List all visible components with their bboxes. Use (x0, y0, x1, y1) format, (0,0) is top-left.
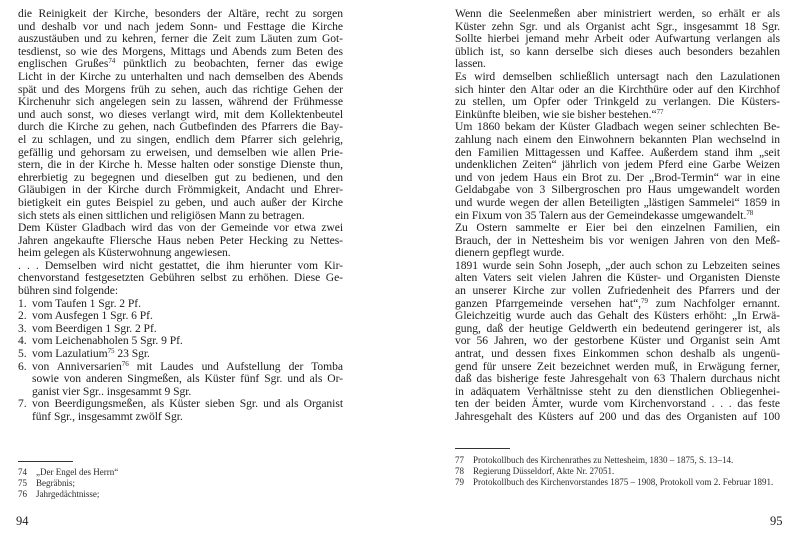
text-line: zahlung nach einem den Einwohnern bekannten Plan wechselnd in (455, 132, 780, 146)
text-line: und wurde wegen der allen Beteiligten „lästigen Sammelei“ 1859 in (455, 195, 780, 209)
text-line: und auch sonst, wo dieses verlangt wird, mit dem Kollektenbeutel (18, 107, 343, 121)
text-line: englischen Grußes$^{74}$ pünktlich zu beobachten, ferner das ewige (18, 57, 343, 71)
footnote-79: 79 Protokollbuch des Kirchenvorstandes 1875 – 1908, Protokoll vom 2. Februar 1891. (455, 477, 774, 487)
text-line: 1891 wurde sein Sohn Joseph, „der auch schon zu Lebzeiten seines (455, 258, 780, 272)
text-line: lassen. (455, 57, 486, 71)
text-line: dienern gepflegt wurde. (455, 246, 565, 260)
text-line: alten Vaters seit vielen Jahren die Küster- und Organisten Dienste (455, 271, 780, 285)
right-page (400, 0, 799, 541)
text-line: Zu Ostern sammelte er Eier bei den einzelnen Familien, ein (455, 221, 780, 235)
footnote-ref-77[interactable]: 77 (656, 107, 664, 116)
text-line: Jahresgehalt des Küsters auf 200 und das des Organisten auf 100 (455, 410, 780, 423)
list-item: 5. vom Lazulatium$^{75}$ 23 Sgr. (18, 347, 150, 361)
text-line: an unserer Kirche zur vollen Zufriedenheit des Pfarrers und der (455, 284, 780, 298)
text-line: Geldabgabe von 3 Silbergroschen pro Haus umgewandelt worden (455, 183, 780, 197)
text-line: Kirchenuhr sich angelegen sein zu lassen, während der Frühmesse (18, 95, 343, 109)
text-line: el zu schlagen, und zu singen, endlich dem Pfarrer sich gelehrig, (18, 132, 343, 146)
text-line: Brauch, der in Nettesheim bis vor wenigen Jahren von den Meß- (455, 233, 780, 247)
text-line: ehrerbietig zu begegnen und dieselben gut zu bedienen, und den (18, 170, 343, 184)
list-item: 1. vom Taufen 1 Sgr. 2 Pf. (18, 296, 141, 310)
text-line: und deshalb vor und nach jedem Sonn- und Festtage die Kirche (18, 19, 343, 33)
footnote-76: 76 Jahrgedächtnisse; (18, 489, 100, 499)
text-line: . . . Demselben wird nicht gestattet, die ihm hierunter vom Kir- (18, 258, 343, 272)
text-line: Sollte hierbei jemand mehr Arbeit oder Aufwartung verlangen als (455, 32, 780, 46)
text-line: Licht in der Kirche zu unterhalten und nach demselben des Abends (18, 69, 343, 83)
footnote-74: 74 „Der Engel des Herrn“ (18, 467, 119, 477)
text-line: gend für unsere Zeit bezeichnet werden muß, in Erwägung ferner, (455, 359, 780, 373)
footnote-divider (455, 448, 510, 449)
text-line: Um 1860 bekam der Küster Gladbach wegen seiner schlechten Be- (455, 120, 780, 134)
text-line: von Beerdigungsmeßen, als Küster sieben Sgr. und als Organist (32, 397, 343, 411)
footnote-ref-76[interactable]: 76 (121, 359, 129, 368)
text-line: sowie von anderen Singmeßen, als Küster fünf Sgr. und als Or- (32, 372, 343, 386)
text-line: zu stellen, um Opfer oder Trinkgeld zu verlangen. Die Küsters- (455, 95, 780, 109)
footnote-ref-75[interactable]: 75 (107, 347, 115, 356)
page-number: 95 (770, 514, 783, 528)
footnote-75: 75 Begräbnis; (18, 478, 75, 488)
text-line: Dem Küster Gladbach wird das von der Gemeinde vor etwa zwei (18, 221, 343, 235)
text-line: antrat, und dessen fixes Einkommen schon deshalb als ungenü- (455, 347, 780, 361)
text-line: Gläubigen in der Kirche durch Frömmigkeit, Andacht und Ehrer- (18, 183, 343, 197)
right-page-body (455, 8, 780, 424)
text-line: heim gelegen als Küsterwohnung angewiesen. (18, 246, 231, 260)
left-page-body (18, 8, 343, 424)
text-line: die Reinigkeit der Kirche, besonders der Altäre, recht zu sorgen (18, 7, 343, 20)
text-line: ten der beiden Ämter, wurde vom Kirchenvorstand . . . das feste (455, 397, 780, 411)
text-line: undenklichen Zeiten“ jährlich von jedem Pferd eine Garbe Weizen (455, 158, 780, 172)
list-item: 7. von Beerdigungsmeßen, als Küster sieben Sgr. und als Organist fünf Sgr., insgesammt zwölf Sgr. (18, 397, 343, 423)
text-line: spät und des Morgens früh zu sehen, auch das richtige Gehen der (18, 82, 343, 96)
text-line: durch die Kirche zu gehen, nach Gutbefinden des Pfarrers die Bay- (18, 120, 343, 134)
page-number: 94 (16, 514, 29, 528)
text-line: gefällig und gehorsam zu erweisen, und demselben wie allen Prie- (18, 145, 343, 159)
text-line: und von jedem Haus ein Brot zu. Der „Brod-Termin“ war in eine (455, 170, 780, 184)
text-line: Es wird demselben schließlich untersagt nach den Lazulationen (455, 69, 780, 83)
fee-list (18, 298, 343, 424)
footnotes (18, 467, 343, 500)
text-line: gung, daß der heutige Geldwerth ein bedeutend geringerer ist, als (455, 321, 780, 335)
footnote-ref-78[interactable]: 78 (746, 208, 754, 217)
text-line: den Familien Mittagessen und Kaffee. Außerdem stand ihm „seit (455, 145, 780, 159)
list-item: 2. vom Ausfegen 1 Sgr. 6 Pf. (18, 309, 153, 323)
text-line: in adäquatem Verhältnisse steht zu den dienstlichen Obliegenhei- (455, 384, 780, 398)
text-line: ein Fixum von 35 Talern aus der Gemeindekasse umgewandelt.$^{78}$ (455, 208, 754, 222)
text-line: Wenn die Seelenmeßen aber ministriert werden, so erhält er als (455, 7, 780, 20)
text-line: daß das bisherige feste Jahresgehalt von 63 Thalern durchaus nicht (455, 372, 780, 386)
text-line: fünf Sgr., insgesammt zwölf Sgr. (32, 410, 183, 423)
text-line: Küster zehn Sgr. und als Organist acht Sgr., insgesammt 18 Sgr. (455, 19, 780, 33)
footnote-ref-79[interactable]: 79 (641, 296, 648, 305)
footnote-ref-74[interactable]: 74 (108, 57, 116, 66)
footnotes (455, 455, 785, 488)
text-line: Einkünfte bleiben, wie sie bisher bestehen.“$^{77}$ (455, 107, 664, 121)
text-line: bietigkeit ein gutes Beispiel zu geben, und auch außer der Kirche (18, 195, 343, 209)
text-line: tesdienst, so wie des Morgens, Mittags und Abends zum Beten des (18, 44, 343, 58)
text-line: auszustäuben und zu kehren, ferner die Zeit zum Läuten zum Got- (18, 32, 343, 46)
text-line: üblich ist, so kann derselbe sich dieses auch besonders bezahlen (455, 44, 780, 58)
text-line: vor 56 Jahren, wo der gestorbene Küster und Organist sein Amt (455, 334, 780, 348)
text-line: ganist vier Sgr.. insgesammt 9 Sgr. (32, 384, 192, 398)
list-item: 4. vom Leichenabholen 5 Sgr. 9 Pf. (18, 334, 183, 348)
text-line: Gleichzeitig wurde auch das Gehalt des Küsters erhöht: „In Erwä- (455, 309, 780, 323)
text-line: Jahren angekaufte Fliersche Haus neben Peter Hecking zu Nettes- (18, 233, 343, 247)
footnote-divider (18, 461, 73, 462)
footnote-77: 77 Protokollbuch des Kirchenrathes zu Nettesheim, 1830 – 1875, S. 13–14. (455, 455, 734, 465)
text-line: ganzen Pfarrgemeinde versehen hat“,$^{79}$ zum Nachfolger ernannt. (455, 296, 781, 310)
text-line: stern, die in der Kirche h. Messe halten oder sonstige Dienste thun, (18, 158, 343, 172)
text-line: sich hinter den Altar oder an die Kirchthüre oder auf den Kirchhof (455, 82, 780, 96)
text-line: chenvorstand festgesetzten Gebühren selbst zu erhöhen. Diese Ge- (18, 271, 343, 285)
text-line: bühren sind folgende: (18, 284, 119, 298)
footnote-78: 78 Regierung Düsseldorf, Akte Nr. 27051. (455, 466, 615, 476)
list-item: 6. von Anniversarien$^{76}$ mit Laudes und Aufstellung der Tomba sowie von anderen Singmeßen, als Küster fünf Sgr. und als Or- ganist vier Sgr.. insgesammt 9 Sgr. (18, 359, 343, 398)
list-item: 3. vom Beerdigen 1 Sgr. 2 Pf. (18, 321, 157, 335)
text-line: sich stets als einen sittlichen und religiösen Mann zu betragen. (18, 208, 305, 222)
text-line: von Anniversarien$^{76}$ mit Laudes und Aufstellung der Tomba (32, 359, 343, 373)
